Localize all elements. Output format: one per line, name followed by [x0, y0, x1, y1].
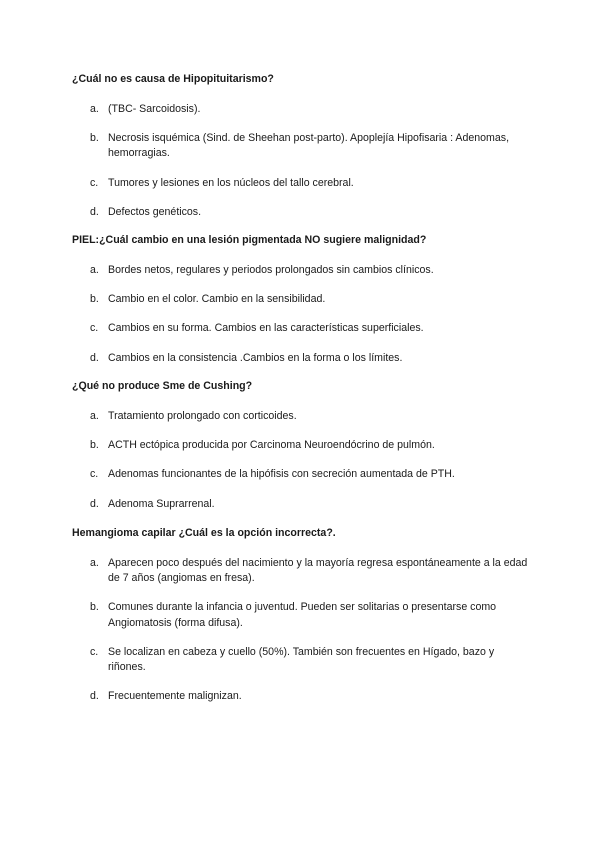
option-text: ACTH ectópica producida por Carcinoma Neuroendócrino de pulmón. — [108, 439, 435, 452]
option-text: Cambios en su forma. Cambios en las características superficiales. — [108, 322, 424, 335]
option-text: Cambios en la consistencia .Cambios en la forma o los límites. — [108, 351, 403, 364]
option-text: Necrosis isquémica (Sind. de Sheehan post-parto). Apoplejía Hipofisaria : Adenomas, hemorragias. — [108, 132, 510, 160]
option-text: Se localizan en cabeza y cuello (50%). También son frecuentes en Hígado, bazo y riñones. — [108, 645, 495, 674]
answer-option-b — [72, 131, 532, 161]
option-text: (TBC- Sarcoidosis). — [108, 103, 201, 115]
option-text: Aparecen poco después del nacimiento y la mayoría regresa espontáneamente a la edad de 7 años (angiomas en fresa). — [108, 557, 528, 585]
question-1 — [72, 72, 542, 220]
option-letter: c. — [90, 645, 99, 658]
answer-option-d — [72, 205, 532, 220]
option-letter: d. — [90, 205, 99, 218]
option-letter: c. — [90, 322, 99, 335]
answer-option-a — [72, 556, 532, 586]
answer-list — [72, 409, 542, 512]
option-text: Cambio en el color. Cambio en la sensibilidad. — [108, 293, 326, 306]
answer-option-b — [72, 292, 532, 307]
option-text: Defectos genéticos. — [108, 205, 202, 218]
option-text: Frecuentemente malignizan. — [108, 690, 242, 703]
option-letter: b. — [90, 601, 99, 614]
option-letter: d. — [90, 351, 99, 364]
answer-option-c — [72, 467, 532, 482]
question-4 — [72, 526, 542, 704]
option-letter: d. — [90, 690, 99, 703]
option-letter: c. — [90, 468, 99, 481]
answer-option-a — [72, 263, 532, 278]
answer-option-b — [72, 600, 532, 630]
question-title: ¿Cuál no es causa de Hipopituitarismo? — [72, 73, 274, 85]
question-2 — [72, 233, 542, 366]
option-text: Tratamiento prolongado con corticoides. — [108, 410, 297, 422]
option-text: Bordes netos, regulares y periodos prolongados sin cambios clínicos. — [108, 264, 434, 276]
answer-option-b — [72, 438, 532, 453]
option-text: Adenoma Suprarrenal. — [108, 497, 215, 510]
option-letter: b. — [90, 293, 99, 306]
option-letter: a. — [90, 103, 99, 115]
option-letter: b. — [90, 132, 99, 145]
answer-option-d — [72, 497, 532, 512]
question-title: PIEL:¿Cuál cambio en una lesión pigmentada NO sugiere malignidad? — [72, 234, 427, 246]
answer-list — [72, 263, 542, 366]
option-letter: a. — [90, 410, 99, 422]
answer-list — [72, 102, 542, 220]
option-text: Adenomas funcionantes de la hipófisis con secreción aumentada de PTH. — [108, 468, 455, 481]
answer-option-c — [72, 645, 532, 675]
answer-option-d — [72, 689, 532, 704]
question-title: ¿Qué no produce Sme de Cushing? — [72, 380, 253, 392]
option-letter: c. — [90, 176, 99, 189]
question-3 — [72, 379, 542, 512]
answer-option-a — [72, 102, 532, 117]
option-letter: a. — [90, 264, 99, 276]
answer-list — [72, 556, 542, 704]
option-letter: a. — [90, 557, 99, 569]
option-letter: b. — [90, 439, 99, 452]
option-text: Tumores y lesiones en los núcleos del tallo cerebral. — [108, 176, 354, 189]
option-text: Comunes durante la infancia o juventud. Pueden ser solitarias o presentarse como Angiomatosis (forma difusa). — [108, 601, 497, 629]
answer-option-d — [72, 351, 532, 366]
answer-option-c — [72, 321, 532, 336]
option-letter: d. — [90, 497, 99, 510]
answer-option-a — [72, 409, 532, 424]
answer-option-c — [72, 176, 532, 191]
question-title: Hemangioma capilar ¿Cuál es la opción incorrecta?. — [72, 527, 336, 539]
